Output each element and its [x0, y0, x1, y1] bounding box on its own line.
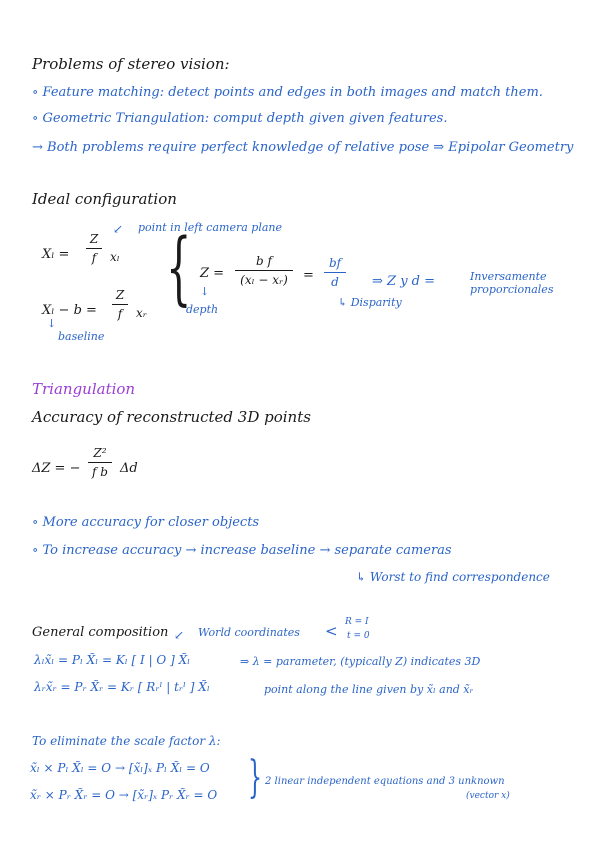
eq1-numerator: Z [89, 232, 99, 246]
eq1-lhs: Xₗ = [42, 247, 70, 262]
z2-fraction [324, 256, 346, 289]
stereo-bullet-triangulation: ∘ Geometric Triangulation: comput depth given given features. [32, 111, 448, 126]
fraction-bar [235, 270, 293, 271]
eq2-fraction [112, 288, 128, 321]
eliminate-equation-left: x̃ₗ × Pₗ X̃ₗ = O → [x̃ₗ]ₓ Pₗ X̃ₗ = O [30, 761, 210, 775]
fraction-bar [324, 272, 346, 273]
delta-fraction [88, 446, 112, 479]
fraction-bar [86, 248, 102, 249]
delta-numerator: Z² [93, 446, 107, 460]
fraction-bar [112, 304, 128, 305]
vector-x-note: (vector x) [466, 791, 510, 801]
delta-lhs: ΔZ = − [32, 461, 81, 476]
z-equals: = [303, 268, 314, 283]
curly-brace: { [166, 221, 192, 314]
translation-zero: t = 0 [347, 631, 370, 641]
fraction-bar [88, 462, 112, 463]
general-heading: General composition [32, 625, 169, 640]
projection-left-equation: λₗx̃ₗ = Pₗ X̃ₗ = Kₗ [ I | O ] X̃ₗ [34, 653, 191, 667]
general-arrow-icon: ↙ [174, 628, 185, 642]
eq2-denominator: f [117, 307, 123, 321]
lambda-parameter-note: ⇒ λ = parameter, (typically Z) indicates 3D [240, 655, 481, 668]
coords-angle-icon: < [325, 622, 338, 640]
depth-arrow-icon: ↓ [200, 285, 210, 298]
z-fraction [235, 254, 293, 287]
proportional-label: proporcionales [470, 283, 554, 296]
baseline-label: baseline [58, 330, 105, 343]
eq2-lhs: Xₗ − b = [42, 303, 97, 318]
linear-equations-note: 2 linear independent equations and 3 unknown [265, 776, 505, 787]
eliminate-equation-right: x̃ᵣ × Pᵣ X̃ᵣ = O → [x̃ᵣ]ₓ Pᵣ X̃ᵣ = O [30, 788, 218, 802]
point-left-camera-note: point in left camera plane [138, 221, 282, 234]
eq2-variable: xᵣ [136, 306, 147, 320]
z2-denominator: d [331, 275, 339, 289]
triangulation-title: Triangulation [32, 380, 136, 398]
stereo-conclusion: → Both problems require perfect knowledge of relative pose ⇒ Epipolar Geometry [32, 140, 574, 155]
baseline-arrow-icon: ↓ [47, 317, 57, 330]
point-along-line-note: point along the line given by x̃ₗ and x̃ᵣ [264, 683, 474, 696]
delta-denominator: f b [92, 465, 108, 479]
z2-numerator: bf [328, 256, 342, 270]
eq1-variable: xₗ [110, 250, 120, 264]
eq2-numerator: Z [115, 288, 125, 302]
rotation-identity: R = I [345, 617, 369, 627]
triangulation-bullet-accuracy: ∘ More accuracy for closer objects [32, 515, 260, 530]
eq1-fraction [86, 232, 102, 265]
projection-right-equation: λᵣx̃ᵣ = Pᵣ X̃ᵣ = Kᵣ [ Rᵣˡ | tᵣˡ ] X̃ₗ [34, 680, 210, 694]
z-numerator: b f [256, 254, 272, 268]
z-denominator: (xₗ − xᵣ) [240, 273, 288, 287]
disparity-label: ↳ Disparity [338, 296, 402, 309]
stereo-bullet-feature-matching: ∘ Feature matching: detect points and edges in both images and match them. [32, 85, 543, 100]
world-coordinates-note: World coordinates [198, 626, 300, 639]
z-lhs: Z = [200, 266, 225, 281]
delta-rhs: Δd [120, 461, 138, 476]
eliminate-heading: To eliminate the scale factor λ: [32, 734, 221, 748]
accuracy-heading: Accuracy of reconstructed 3D points [32, 408, 311, 426]
eliminate-brace: } [248, 752, 262, 803]
stereo-heading: Problems of stereo vision: [32, 55, 230, 73]
worst-correspondence-note: ↳ Worst to find correspondence [356, 570, 550, 584]
note-arrow-icon: ↙ [113, 222, 124, 236]
inversely-label: Inversamente [470, 270, 547, 283]
ideal-heading: Ideal configuration [32, 190, 177, 208]
inverse-implies: ⇒ Z y d = [372, 274, 436, 289]
depth-label: depth [186, 303, 219, 316]
triangulation-bullet-baseline: ∘ To increase accuracy → increase baseline → separate cameras [32, 543, 452, 558]
eq1-denominator: f [91, 251, 97, 265]
